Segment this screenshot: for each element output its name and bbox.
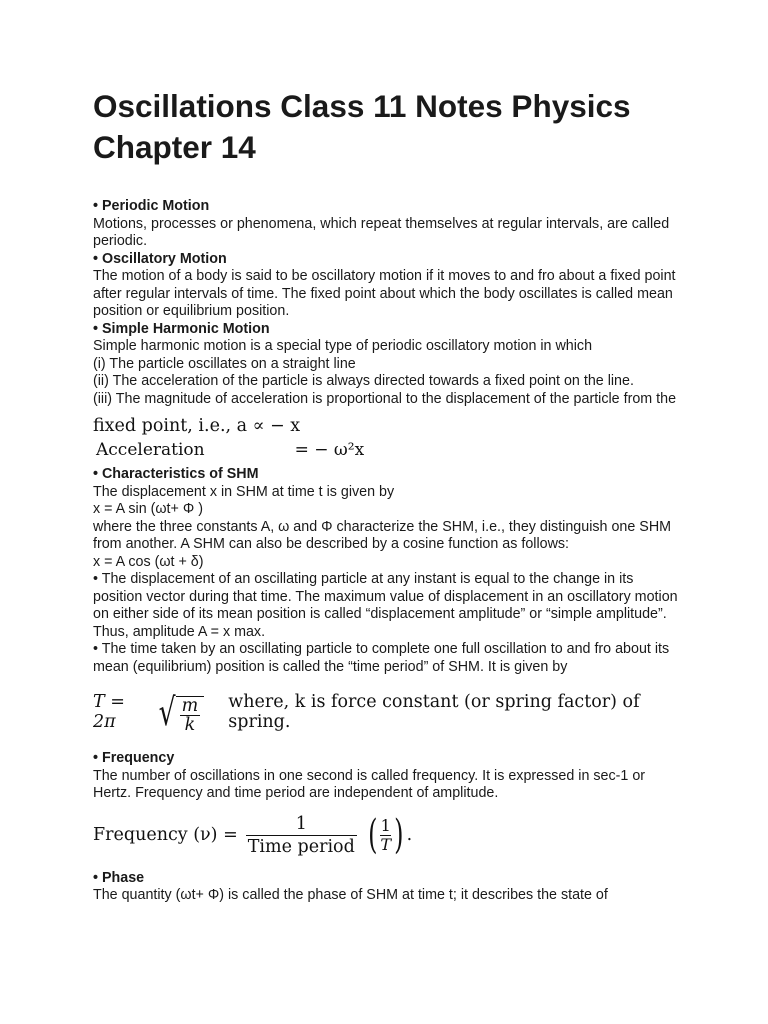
heading-frequency: • Frequency xyxy=(93,750,175,766)
right-paren-icon: ) xyxy=(394,812,404,858)
text-shm-point-i: (i) The particle oscillates on a straight line xyxy=(93,355,356,372)
text-displacement-intro: The displacement x in SHM at time t is given by xyxy=(93,483,395,500)
frequency-lhs: Frequency (ν) = xyxy=(93,825,238,845)
frequency-numerator: 1 xyxy=(246,813,357,836)
time-period-where: where, k is force constant (or spring factor) of spring. xyxy=(228,692,640,732)
text-constants: where the three constants A, ω and Φ characterize the SHM, i.e., they distinguish one SHM from another. A SHM can also be described by a cosine function as follows: xyxy=(93,518,672,552)
mass-over-k-fraction xyxy=(176,696,205,734)
frequency-fraction xyxy=(246,813,357,858)
one-over-t-denominator: T xyxy=(380,834,392,854)
equation-cosine: x = A cos (ωt + δ) xyxy=(93,553,204,570)
text-oscillatory-motion: The motion of a body is said to be oscillatory motion if it moves to and fro about a fixed point after regular intervals of time. The fixed point about which the body oscillates is called mean position or equilibrium position. xyxy=(93,268,676,319)
time-period-lhs: T = 2π xyxy=(93,692,125,732)
heading-characteristics-shm: • Characteristics of SHM xyxy=(93,466,259,482)
one-over-t-fraction xyxy=(380,817,391,854)
text-shm-point-ii: (ii) The acceleration of the particle is always directed towards a fixed point on the line. xyxy=(93,373,634,389)
fraction-denominator-k: k xyxy=(184,715,196,735)
heading-phase: • Phase xyxy=(93,869,145,886)
text-displacement-amplitude: • The displacement of an oscillating particle at any instant is equal to the change in its position vector during that time. The maximum value of displacement in an oscillatory motion on either side of its mean position is called “displacement amplitude” or “simple amplitude”. xyxy=(93,571,678,622)
frequency-denominator: Time period xyxy=(247,836,355,857)
text-time-period: • The time taken by an oscillating particle to complete one full oscillation to and fro about its mean (equilibrium) position is called the “time period” of SHM. It is given by xyxy=(93,641,670,675)
text-periodic-motion: Motions, processes or phenomena, which repeat themselves at regular intervals, are called periodic. xyxy=(93,215,670,249)
math-proportionality: fixed point, i.e., a ∝ − x xyxy=(93,416,301,436)
left-paren-icon: ( xyxy=(367,812,378,858)
heading-simple-harmonic-motion: • Simple Harmonic Motion xyxy=(93,320,270,337)
text-frequency: The number of oscillations in one second is called frequency. It is expressed in sec-1 or Hertz. Frequency and time period are independent of amplitude. xyxy=(93,767,646,801)
heading-oscillatory-motion: • Oscillatory Motion xyxy=(93,250,227,267)
page-title: Oscillations Class 11 Notes Physics Chapter 14 xyxy=(93,88,631,165)
radical-sign-icon: √ xyxy=(159,690,177,734)
math-acceleration-label: Acceleration xyxy=(96,440,205,460)
text-phase: The quantity (ωt+ Φ) is called the phase of SHM at time t; it describes the state of xyxy=(93,887,608,903)
square-root xyxy=(155,690,204,734)
frequency-tail: . xyxy=(406,825,413,845)
time-period-formula xyxy=(93,690,678,734)
equation-sine: x = A sin (ωt+ Φ ) xyxy=(93,501,203,517)
math-acceleration xyxy=(96,440,678,460)
heading-periodic-motion: • Periodic Motion xyxy=(93,198,210,214)
math-acceleration-eq: = − ω²x xyxy=(294,440,365,460)
text-shm-intro: Simple harmonic motion is a special type of periodic oscillatory motion in which xyxy=(93,338,593,354)
one-over-t-numerator: 1 xyxy=(380,815,391,835)
frequency-formula xyxy=(93,813,678,858)
text-shm-point-iii: (iii) The magnitude of acceleration is proportional to the displacement of the particle from the xyxy=(93,390,677,407)
fraction-numerator-m: m xyxy=(181,696,199,716)
text-amplitude: Thus, amplitude A = x max. xyxy=(93,623,266,640)
